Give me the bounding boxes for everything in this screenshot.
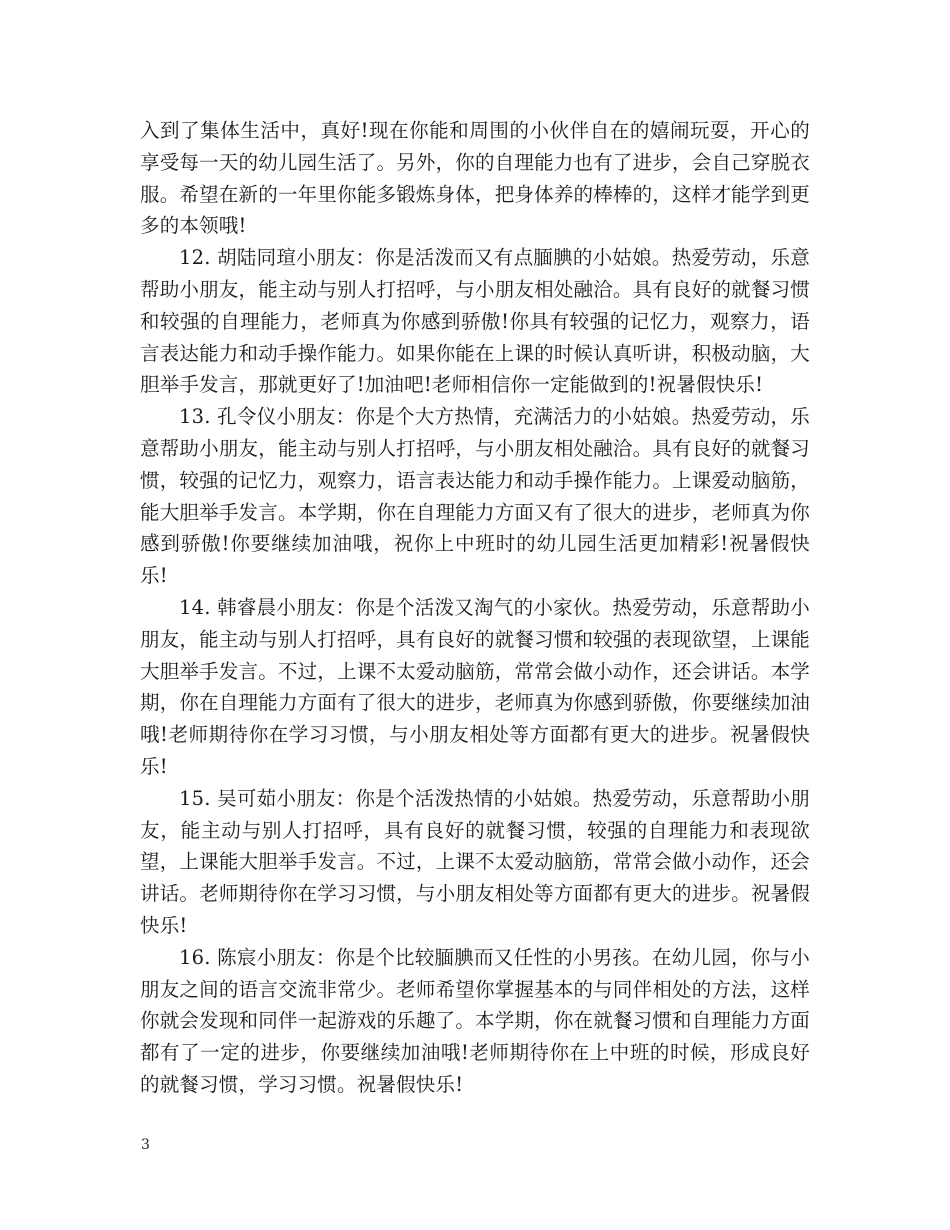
paragraph-comment-15: 15. 吴可茹小朋友：你是个活泼热情的小姑娘。热爱劳动，乐意帮助小朋友，能主动与别人打招呼，具有良好的就餐习惯，较强的自理能力和表现欲望，上课能大胆举手发言。不过，上课不太爱动脑筋，常常会做小动作，还会讲话。老师期待你在学习习惯，与小朋友相处等方面都有更大的进步。祝暑假快乐!	[140, 786, 810, 937]
paragraph-continuation: 入到了集体生活中，真好!现在你能和周围的小伙伴自在的嬉闹玩耍，开心的享受每一天的幼儿园生活了。另外，你的自理能力也有了进步，会自己穿脱衣服。希望在新的一年里你能多锻炼身体，把身体养的棒棒的，这样才能学到更多的本领哦!	[140, 119, 810, 238]
page-number: 3	[141, 1137, 150, 1153]
paragraph-comment-14: 14. 韩睿晨小朋友：你是个活泼又淘气的小家伙。热爱劳动，乐意帮助小朋友，能主动与别人打招呼，具有良好的就餐习惯和较强的表现欲望，上课能大胆举手发言。不过，上课不太爱动脑筋，常常会做小动作，还会讲话。本学期，你在自理能力方面有了很大的进步，老师真为你感到骄傲，你要继续加油哦!老师期待你在学习习惯，与小朋友相处等方面都有更大的进步。祝暑假快乐!	[140, 595, 810, 778]
document-body	[140, 115, 810, 1101]
paragraph-comment-16: 16. 陈宸小朋友：你是个比较腼腆而又任性的小男孩。在幼儿园，你与小朋友之间的语言交流非常少。老师希望你掌握基本的与同伴相处的方法，这样你就会发现和同伴一起游戏的乐趣了。本学期，你在就餐习惯和自理能力方面都有了一定的进步，你要继续加油哦!老师期待你在上中班的时候，形成良好的就餐习惯，学习习惯。祝暑假快乐!	[140, 945, 810, 1096]
paragraph-comment-12: 12. 胡陆同瑄小朋友：你是活泼而又有点腼腆的小姑娘。热爱劳动，乐意帮助小朋友，能主动与别人打招呼，与小朋友相处融洽。具有良好的就餐习惯和较强的自理能力，老师真为你感到骄傲!你具有较强的记忆力，观察力，语言表达能力和动手操作能力。如果你能在上课的时候认真听讲，积极动脑，大胆举手发言，那就更好了!加油吧!老师相信你一定能做到的!祝暑假快乐!	[140, 246, 810, 397]
paragraph-comment-13: 13. 孔令仪小朋友：你是个大方热情，充满活力的小姑娘。热爱劳动，乐意帮助小朋友，能主动与别人打招呼，与小朋友相处融洽。具有良好的就餐习惯，较强的记忆力，观察力，语言表达能力和动手操作能力。上课爱动脑筋，能大胆举手发言。本学期，你在自理能力方面又有了很大的进步，老师真为你感到骄傲!你要继续加油哦，祝你上中班时的幼儿园生活更加精彩!祝暑假快乐!	[140, 405, 810, 588]
